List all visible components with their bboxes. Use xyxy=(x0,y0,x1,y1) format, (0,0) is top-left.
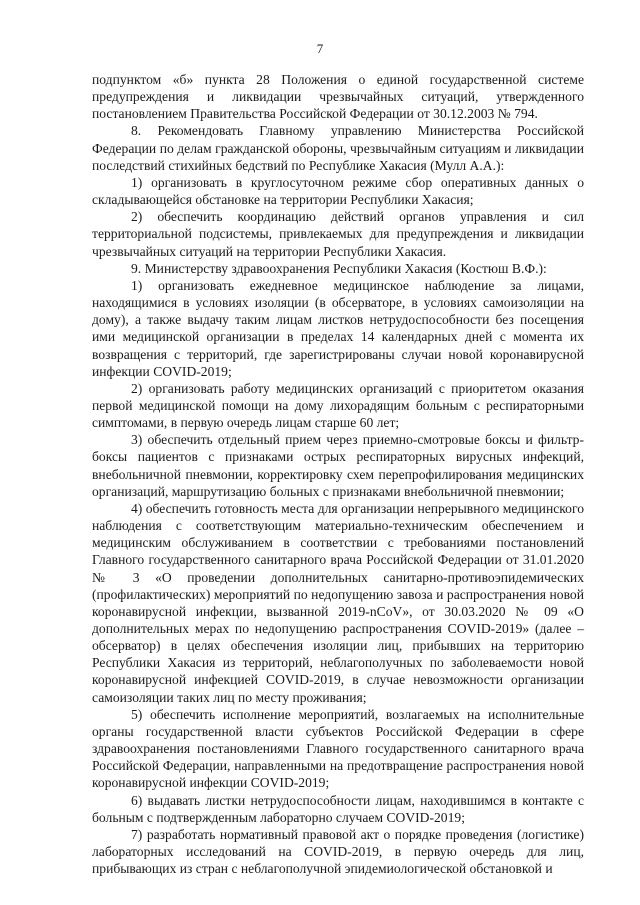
paragraph-item-9-3: 3) обеспечить отдельный прием через приемно-смотровые боксы и фильтр-боксы пациентов с признаками острых респираторных вирусных инфекций, внебольничной пневмонии, корректировку схем перепрофилирования медицинских организаций, маршрутизацию больных с признаками внебольничной пневмонии; xyxy=(92,432,584,499)
paragraph-item-9-7: 7) разработать нормативный правовой акт о порядке проведения (логистике) лабораторных исследований на COVID-2019, в первую очередь для лиц, прибывающих из стран с неблагополучной эпидемиологической обстановкой и xyxy=(92,826,584,877)
paragraph-item-9: 9. Министерству здравоохранения Республики Хакасия (Костюш В.Ф.): xyxy=(131,260,547,276)
paragraph-item-9-1: 1) организовать ежедневное медицинское наблюдение за лицами, находящимися в условиях изоляции (в обсерваторе, в условиях самоизоляции на дому), а также выдачу таким лицам листков нетрудоспособности без посещения ими медицинской организации в пределах 14 календарных дней с момента их возвращения с территорий, где зарегистрированы случаи новой коронавирусной инфекции COVID-2019; xyxy=(92,277,584,379)
paragraph-item-9-6: 6) выдавать листки нетрудоспособности лицам, находившимся в контакте с больным с подтвержденным лабораторно случаем COVID-2019; xyxy=(92,792,584,825)
document-body xyxy=(92,71,584,877)
paragraph-item-9-5: 5) обеспечить исполнение мероприятий, возлагаемых на исполнительные органы государственной власти субъектов Российской Федерации в сфере здравоохранения постановлениями Главного государственного санитарного врача Российской Федерации, направленными на предотвращение распространения новой коронавирусной инфекции COVID-2019; xyxy=(92,706,584,791)
paragraph-item-8-2: 2) обеспечить координацию действий органов управления и сил территориальной подсистемы, привлекаемых для предупреждения и ликвидации чрезвычайных ситуаций на территории Республики Хакасия. xyxy=(92,209,584,259)
paragraph-item-8: 8. Рекомендовать Главному управлению Министерства Российской Федерации по делам гражданской обороны, чрезвычайным ситуациям и ликвидации последствий стихийных бедствий по Республике Хакасия (Мулл А.А.): xyxy=(92,123,584,173)
paragraph-continuation: подпунктом «б» пункта 28 Положения о единой государственной системе предупреждения и ликвидации чрезвычайных ситуаций, утвержденного постановлением Правительства Российской Федерации от 30.12.2003 № 794. xyxy=(92,72,584,122)
paragraph-item-9-2: 2) организовать работу медицинских организаций с приоритетом оказания первой медицинской помощи на дому лихорадящим больным с респираторными симптомами, в первую очередь лицам старше 60 лет; xyxy=(92,380,584,431)
paragraph-item-9-4: 4) обеспечить готовность места для организации непрерывного медицинского наблюдения с соответствующим материально-техническим обеспечением и медицинским обслуживанием в соответствии с требованиями постановлений Главного государственного санитарного врача Российской Федерации от 31.01.2020 № 3 «О проведении дополнительных санитарно-противоэпидемических (профилактических) мероприятий по недопущению завоза и распространения новой коронавирусной инфекции, вызванной 2019-nCoV», от 30.03.2020 № 09 «О дополнительных мерах по недопущению распространения COVID-2019» (далее – обсерватор) в целях обеспечения изоляции лиц, прибывших на территорию Республики Хакасия из территорий, неблагополучных по заболеваемости новой коронавирусной инфекцией COVID-2019, в случае невозможности организации самоизоляции таких лиц по месту проживания; xyxy=(92,500,584,705)
page-number: 7 xyxy=(316,41,324,56)
paragraph-item-8-1: 1) организовать в круглосуточном режиме сбор оперативных данных о складывающейся обстановке на территории Республики Хакасия; xyxy=(92,174,584,208)
